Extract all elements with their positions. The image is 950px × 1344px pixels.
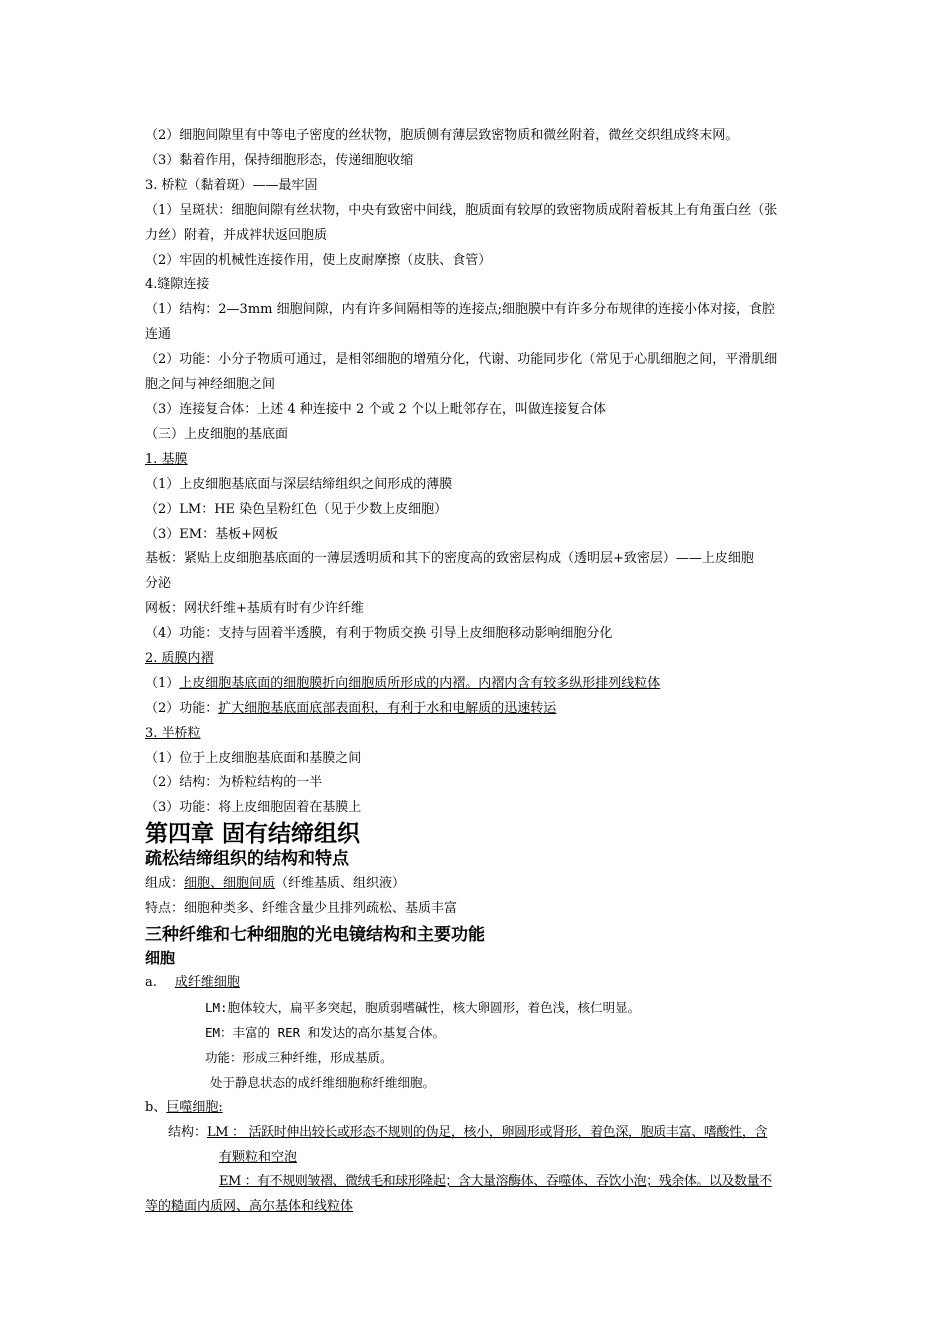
paragraph: 网板：网状纤维+基质有时有少许纤维 (145, 601, 364, 616)
paragraph: 力丝）附着，并成袢状返回胞质 (145, 228, 328, 243)
paragraph: 功能：形成三种纤维，形成基质。 (205, 1050, 393, 1065)
underlined-text: 成纤维细胞 (174, 975, 240, 990)
paragraph: （3）连接复合体：上述 4 种连接中 2 个或 2 个以上毗邻存在，叫做连接复合体 (145, 402, 606, 417)
paragraph: 基板：紧贴上皮细胞基底面的一薄层透明质和其下的密度高的致密层构成（透明层+致密层）——上皮细胞 (145, 551, 754, 566)
paragraph (145, 700, 556, 718)
underlined-text: 上皮细胞基底面的细胞膜折向细胞质所形成的内褶。内褶内含有较多纵形排列线粒体 (179, 676, 661, 691)
item-label: （2）功能： (145, 701, 219, 716)
section-heading: 3. 桥粒（黏着斑）——最牢固 (145, 178, 318, 193)
section-heading: 4.缝隙连接 (145, 277, 210, 292)
list-item (145, 1099, 223, 1117)
underlined-text: EM ：有不规则皱褶、微绒毛和球形隆起；含大量溶酶体、吞噬体、吞饮小泡；残余体。以及数量不 (219, 1174, 772, 1189)
paragraph: 胞之间与神经细胞之间 (145, 377, 276, 392)
list-item (145, 974, 240, 992)
paragraph: （2）功能：小分子物质可通过，是相邻细胞的增殖分化，代谢、功能同步化（常见于心肌细胞之间，平滑肌细 (145, 352, 778, 367)
item-label: 结构： (168, 1125, 208, 1140)
paragraph: （1）上皮细胞基底面与深层结缔组织之间形成的薄膜 (145, 477, 453, 492)
paragraph: EM：丰富的 RER 和发达的高尔基复合体。 (205, 1025, 446, 1040)
paragraph: （3）EM：基板+网板 (145, 527, 278, 542)
section-title: 三种纤维和七种细胞的光电镜结构和主要功能 (145, 925, 485, 945)
underlined-text: 细胞、细胞间质 (184, 876, 276, 891)
section-heading: 1. 基膜 (145, 452, 188, 467)
paragraph: （3）功能：将上皮细胞固着在基膜上 (145, 800, 362, 815)
subsection-title: 细胞 (145, 949, 176, 967)
underlined-text: 巨噬细胞: (166, 1100, 223, 1115)
paragraph: LM:胞体较大，扁平多突起，胞质弱嗜碱性，核大卵圆形，着色浅，核仁明显。 (205, 1000, 641, 1015)
underlined-text: 等的糙面内质网、高尔基体和线粒体 (145, 1199, 354, 1214)
paragraph: （4）功能：支持与固着半透膜，有利于物质交换 引导上皮细胞移动影响细胞分化 (145, 626, 613, 641)
paragraph (145, 675, 660, 693)
item-marker: a. (145, 975, 157, 990)
item-number: （1） (145, 676, 180, 691)
underlined-text: 扩大细胞基底面底部表面积，有利于水和电解质的迅速转运 (218, 701, 557, 716)
section-heading: 3. 半桥粒 (145, 726, 201, 741)
section-heading: 2. 质膜内褶 (145, 651, 214, 666)
paragraph: （1）位于上皮细胞基底面和基膜之间 (145, 751, 362, 766)
paragraph: （1）呈斑状：细胞间隙有丝状物，中央有致密中间线，胞质面有较厚的致密物质成附着板其上有角蛋白丝（张 (145, 203, 778, 218)
underlined-text: 有颗粒和空泡 (219, 1150, 298, 1165)
section-heading: （三）上皮细胞的基底面 (145, 427, 289, 442)
paragraph: （2）牢固的机械性连接作用，使上皮耐摩擦（皮肤、食管） (145, 253, 492, 268)
paragraph: （2）LM：HE 染色呈粉红色（见于少数上皮细胞） (145, 502, 448, 517)
item-marker: b、 (145, 1100, 167, 1115)
underlined-text: LM ： 活跃时伸出较长或形态不规则的伪足，核小，卵圆形或肾形，着色深，胞质丰富、嗜酸性，含 (207, 1125, 768, 1140)
paragraph: 分泌 (145, 576, 172, 591)
paragraph: 处于静息状态的成纤维细胞称纤维细胞。 (210, 1075, 436, 1090)
paragraph: 特点：细胞种类多、纤维含量少且排列疏松、基质丰富 (145, 901, 458, 916)
paragraph (168, 1124, 767, 1142)
paragraph-text: （纤维基质、组织液） (275, 876, 406, 891)
chapter-title: 第四章 固有结缔组织 (145, 821, 361, 847)
paragraph: （3）黏着作用，保持细胞形态，传递细胞收缩 (145, 153, 414, 168)
paragraph: 连通 (145, 327, 172, 342)
paragraph: （1）结构：2—3mm 细胞间隙，内有许多间隔相等的连接点;细胞膜中有许多分布规律的连接小体对接，食腔 (145, 302, 775, 317)
paragraph: （2）细胞间隙里有中等电子密度的丝状物，胞质侧有薄层致密物质和微丝附着，微丝交织组成终末网。 (145, 128, 739, 143)
section-title: 疏松结缔组织的结构和特点 (145, 849, 349, 869)
item-label: 组成： (145, 876, 185, 891)
paragraph: （2）结构：为桥粒结构的一半 (145, 775, 323, 790)
paragraph (145, 875, 405, 893)
